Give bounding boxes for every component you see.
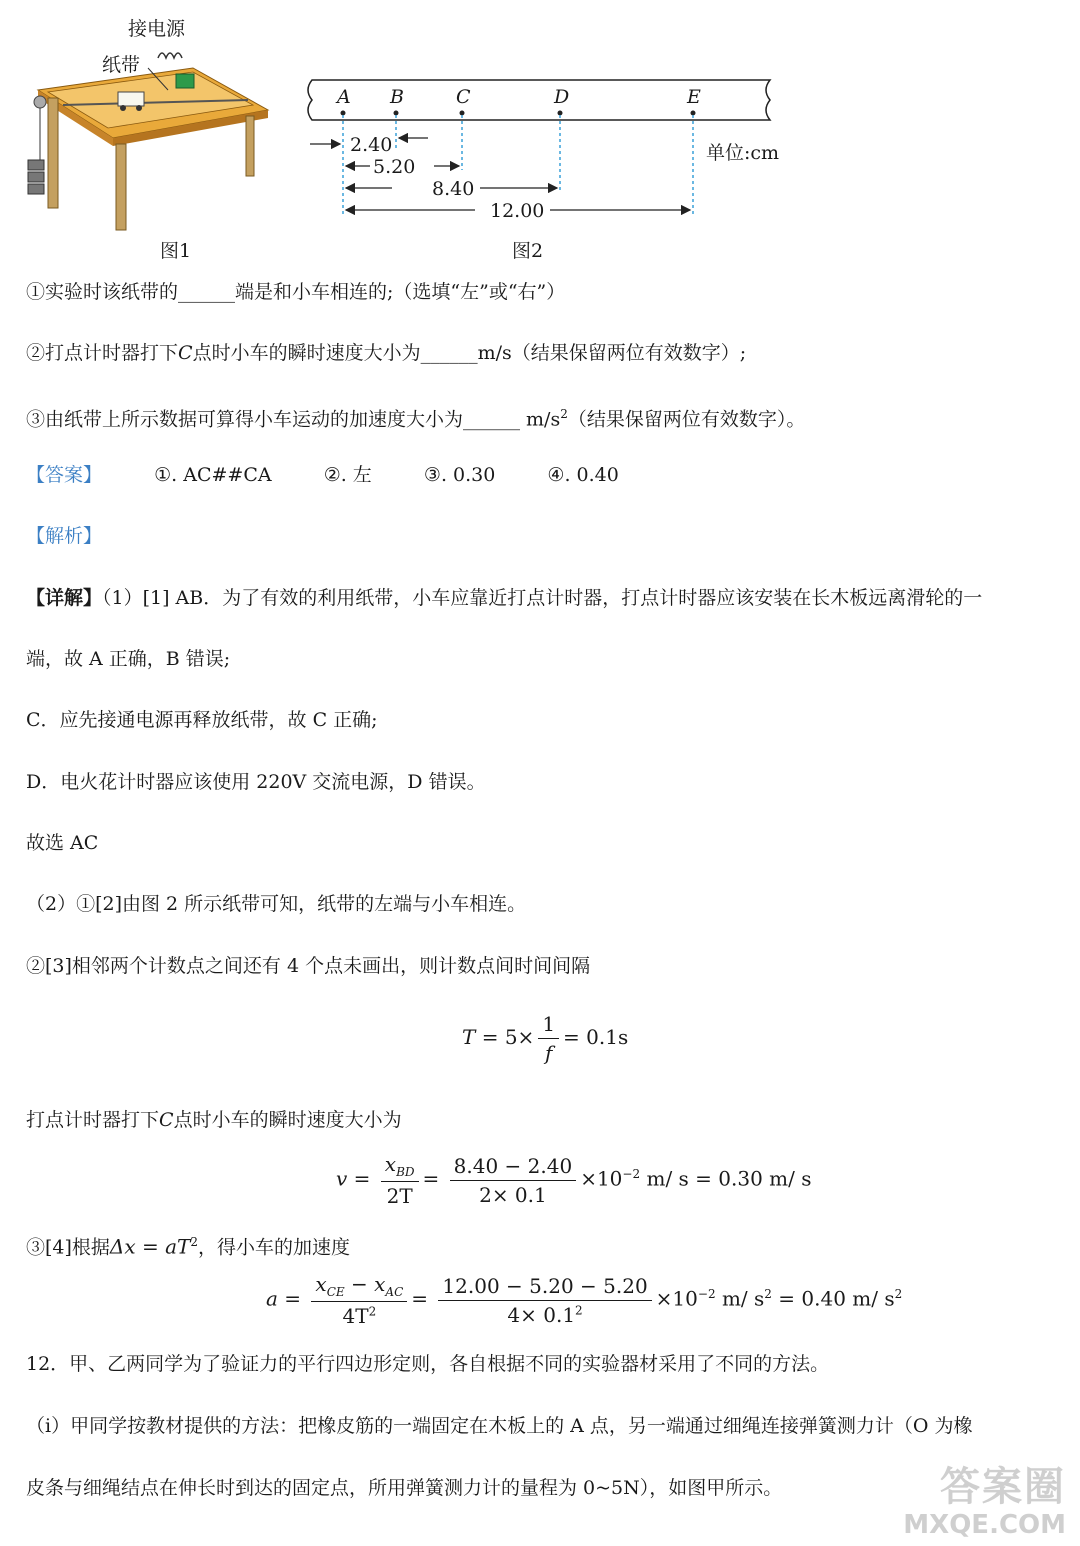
detail-line-8: 打点计时器打下C点时小车的瞬时速度大小为: [26, 1109, 402, 1131]
figure-1-caption: 图1: [160, 240, 192, 262]
point-e: [691, 111, 696, 116]
point-c: [460, 111, 465, 116]
equation-acceleration: a = $\frac{x_{CE} - x_{AC}}{4T^2}$ = $\frac{12.00 - 5.20 - 5.20}{4\times 0.1^2}$ $\times 10^{-2}$ m/ $s^2 = 0.40$ m/ $s^2$: [266, 1272, 903, 1328]
label-tape: 纸带: [102, 54, 141, 76]
detail-line-5: 故选 AC: [26, 832, 99, 854]
point-label-d: D: [554, 86, 570, 108]
detail-line-1: 【详解】（1）[1] AB．为了有效的利用纸带，小车应靠近打点计时器，打点计时器应该安装在长木板远离滑轮的一: [26, 587, 983, 609]
detail-line-4: D．电火花计时器应该使用 220V 交流电源，D 错误。: [26, 771, 486, 793]
answer-item: ①. AC##CA: [154, 464, 272, 486]
detail-line-6: （2）①[2]由图 2 所示纸带可知，纸带的左端与小车相连。: [26, 893, 527, 915]
answer-line: [26, 463, 619, 487]
dim-label-ac: 5.20: [373, 156, 416, 178]
point-label-c: C: [456, 86, 471, 108]
point-d: [558, 111, 563, 116]
point-a: [341, 111, 346, 116]
figure-2-caption: 图2: [512, 240, 544, 262]
equation-velocity: v = $\frac{x_{BD}}{2T}$ = $\frac{8.40 - 2.40}{2\times 0.1}$ $\times 10^{-2}$ m/ s = 0.30 m/ s: [336, 1152, 812, 1208]
question-2: ②打点计时器打下C点时小车的瞬时速度大小为______m/s（结果保留两位有效数字）;: [26, 342, 747, 364]
question-12-line-3: 皮条与细绳结点在伸长时到达的固定点，所用弹簧测力计的量程为 0~5N），如图甲所示。: [26, 1477, 783, 1499]
equation-period: T = 5× $\frac{1}{f}$ = 0.1s: [462, 1012, 629, 1065]
detail-line-7: ②[3]相邻两个计数点之间还有 4 个点未画出，则计数点间时间间隔: [26, 955, 591, 977]
figure-1-apparatus: [18, 10, 278, 235]
answer-item: ③. 0.30: [423, 464, 496, 486]
answer-tag: 【答案】: [26, 464, 103, 486]
dim-label-ab: 2.40: [350, 134, 393, 156]
question-3: ③由纸带上所示数据可算得小车运动的加速度大小为______ $m/s^2$（结果保留两位有效数字）。: [26, 407, 806, 431]
point-label-b: B: [390, 86, 404, 108]
watermark-logo: 答案圈: [940, 1464, 1066, 1510]
question-12-line-1: 12．甲、乙两同学为了验证力的平行四边形定则，各自根据不同的实验器材采用了不同的方法。: [26, 1353, 830, 1375]
detail-line-2: 端，故 A 正确，B 错误;: [26, 648, 231, 670]
watermark-url: MXQE.COM: [903, 1510, 1066, 1540]
dim-label-ad: 8.40: [432, 178, 475, 200]
dim-label-ae: 12.00: [490, 200, 545, 222]
detail-line-3: C．应先接通电源再释放纸带，故 C 正确;: [26, 709, 378, 731]
unit-label: 单位:cm: [706, 142, 780, 164]
point-label-e: E: [687, 86, 701, 108]
analysis-tag: 【解析】: [26, 525, 103, 547]
point-label-a: A: [337, 86, 351, 108]
answer-item: ④. 0.40: [547, 464, 619, 486]
question-12-line-2: （i）甲同学按教材提供的方法：把橡皮筋的一端固定在木板上的 A 点，另一端通过细绳连接弹簧测力计（O 为橡: [26, 1415, 973, 1437]
label-power: 接电源: [128, 18, 186, 40]
question-1: ①实验时该纸带的______端是和小车相连的;（选填“左”或“右”）: [26, 281, 566, 303]
detail-line-9: ③[4]根据$\Delta x = aT^2$，得小车的加速度: [26, 1234, 351, 1259]
answer-item: ②. 左: [323, 464, 372, 486]
point-b: [394, 111, 399, 116]
